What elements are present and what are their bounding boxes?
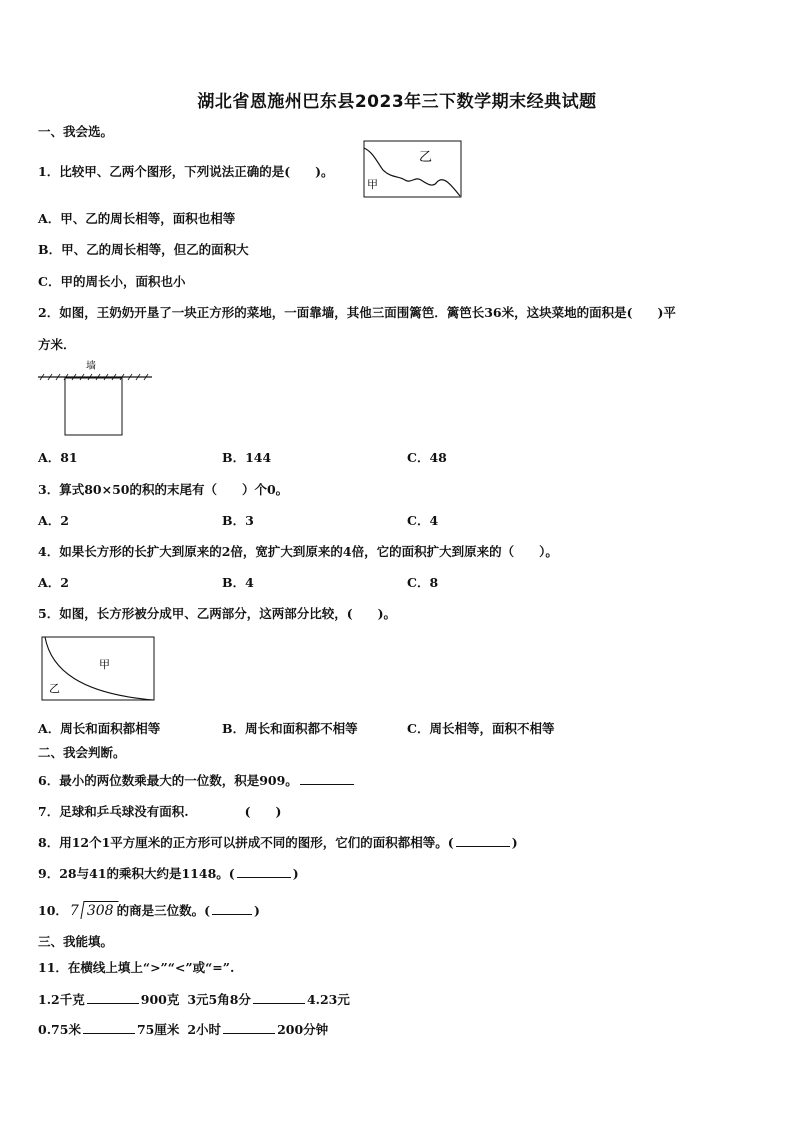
answer-blank[interactable] xyxy=(300,772,354,785)
question-2-option-b[interactable]: B．144 xyxy=(222,450,272,465)
long-division-divisor: 7 xyxy=(69,903,79,919)
question-5-stem: 5．如图，长方形被分成甲、乙两部分，这两部分比较，( )。 xyxy=(38,606,397,621)
question-11-stem: 11．在横线上填上“>”“<”或“=”. xyxy=(38,960,235,975)
question-2-stem-line2: 方米． xyxy=(38,337,76,352)
question-1-option-c[interactable]: C．甲的周长小，面积也小 xyxy=(38,274,186,289)
question-3-option-a[interactable]: A．2 xyxy=(38,513,69,528)
answer-parentheses[interactable]: ( ) xyxy=(244,804,282,819)
long-division-dividend: 308 xyxy=(86,903,114,919)
question-1-stem: 1．比较甲、乙两个图形，下列说法正确的是( )。 xyxy=(38,164,334,179)
question-5-option-c[interactable]: C．周长相等，面积不相等 xyxy=(407,721,555,736)
question-4-option-a[interactable]: A．2 xyxy=(38,575,69,590)
section-heading-2: 二、我会判断。 xyxy=(38,745,126,760)
question-10: 10． 7 308 的商是三位数。( ) xyxy=(38,903,260,919)
question-1-option-b[interactable]: B．甲、乙的周长相等，但乙的面积大 xyxy=(38,242,249,257)
question-4-stem: 4．如果长方形的长扩大到原来的2倍，宽扩大到原来的4倍，它的面积扩大到原来的（ ）。 xyxy=(38,544,558,559)
question-6-stem: 6．最小的两位数乘最大的一位数，积是909。 xyxy=(38,773,298,788)
figure-label-jia: 甲 xyxy=(367,178,378,191)
question-1-figure xyxy=(363,140,463,198)
question-3-option-c[interactable]: C．4 xyxy=(407,513,439,528)
page-title: 湖北省恩施州巴东县2023年三下数学期末经典试题 xyxy=(197,92,597,112)
question-2-option-c[interactable]: C．48 xyxy=(407,450,447,465)
question-6 xyxy=(38,771,356,789)
long-division-bracket xyxy=(80,901,118,919)
question-8: 8．用12个1平方厘米的正方形可以拼成不同的图形，它们的面积都相等。( ) xyxy=(38,835,518,850)
question-10-stem: 的商是三位数。( xyxy=(116,903,210,918)
question-2-option-a[interactable]: A．81 xyxy=(38,450,78,465)
figure-label-wall: 墙 xyxy=(86,361,96,372)
question-7 xyxy=(38,802,281,820)
question-11-row-2: 0.75米 75厘米 2小时 200分钟 xyxy=(38,1022,329,1037)
question-5-option-a[interactable]: A．周长和面积都相等 xyxy=(38,721,161,736)
question-1-option-a[interactable]: A．甲、乙的周长相等，面积也相等 xyxy=(38,211,236,226)
question-4-option-b[interactable]: B．4 xyxy=(222,575,254,590)
question-4-option-c[interactable]: C．8 xyxy=(407,575,439,590)
question-2-stem-line1: 2．如图，王奶奶开垦了一块正方形的菜地，一面靠墙，其他三面围篱笆．篱笆长36米，这块菜地的面积是( )平 xyxy=(38,305,676,320)
answer-blank[interactable] xyxy=(212,902,252,915)
section-heading-3: 三、我能填。 xyxy=(38,934,114,949)
section-heading-1: 一、我会选。 xyxy=(38,124,114,139)
question-9-stem: 9．28与41的乘积大约是1148。( xyxy=(38,866,235,881)
question-7-stem: 7．足球和乒乓球没有面积. xyxy=(38,804,189,819)
figure-label-jia: 甲 xyxy=(99,658,110,671)
compare-blank[interactable] xyxy=(253,991,305,1004)
question-3-option-b[interactable]: B．3 xyxy=(222,513,254,528)
answer-blank[interactable] xyxy=(237,865,291,878)
figure-label-yi: 乙 xyxy=(49,682,60,695)
question-3-stem: 3．算式80×50的积的末尾有（ ）个0。 xyxy=(38,482,289,497)
question-9: 9．28与41的乘积大约是1148。( ) xyxy=(38,866,299,881)
figure-label-yi: 乙 xyxy=(419,150,433,165)
compare-blank[interactable] xyxy=(87,991,139,1004)
compare-blank[interactable] xyxy=(83,1021,135,1034)
question-11-row-1: 1.2千克 900克 3元5角8分 4.23元 xyxy=(38,992,350,1007)
question-2-figure xyxy=(38,358,154,440)
question-8-stem: 8．用12个1平方厘米的正方形可以拼成不同的图形，它们的面积都相等。( xyxy=(38,835,454,850)
question-5-option-b[interactable]: B．周长和面积都不相等 xyxy=(222,721,358,736)
answer-blank[interactable] xyxy=(456,834,510,847)
question-5-figure xyxy=(41,636,156,702)
compare-blank[interactable] xyxy=(223,1021,275,1034)
